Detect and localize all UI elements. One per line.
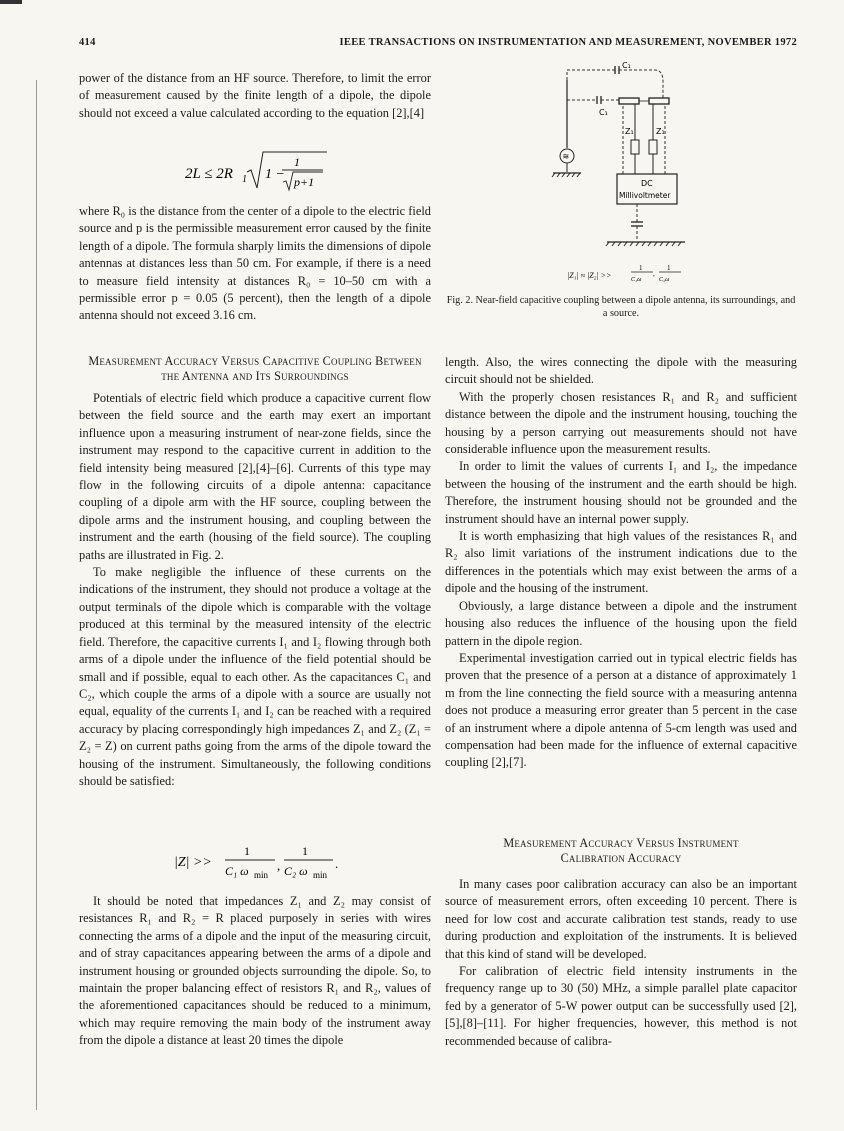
svg-text:2L ≤ 2R: 2L ≤ 2R (185, 166, 233, 182)
equation-impedance (79, 840, 431, 884)
svg-text:1: 1 (294, 155, 300, 169)
paragraph: Potentials of electric field which produce a capacitive current flow between the field source and the earth may exert an important influence upon a measuring instrument of near-zone fields, since the instrument may respond to the capacitive current in addition to the field intensity being measured [2],[4]–[6]. Currents of this type may flow in the following circuits of a dipole antenna: capacitance coupling of a dipole arm with the HF source, coupling between the dipole arms and the instrument housing, and coupling between the instrument and the earth (housing of the field source). The coupling paths are illustrated in Fig. 2. (79, 391, 431, 562)
running-header (79, 37, 797, 53)
svg-text:.: . (335, 856, 339, 871)
paragraph: Obviously, a large distance between a dipole and the instrument housing also reduces the influence of the housing upon the field pattern in the dipole region. (445, 598, 797, 648)
label-z1: Z₁ (625, 127, 634, 136)
meter-label: Millivoltmeter (619, 191, 671, 200)
page-number: 414 (79, 37, 96, 48)
equation-graphic (79, 840, 431, 884)
svg-text:1: 1 (244, 844, 250, 858)
svg-text:,: , (653, 270, 655, 278)
label-c2: C₁ (599, 108, 608, 117)
svg-text:1: 1 (639, 264, 643, 272)
svg-text:p+1: p+1 (294, 175, 315, 189)
figure-caption: Fig. 2. Near-field capacitive coupling between a dipole antenna, its surroundings, and a source. (446, 295, 796, 319)
equation-dipole-length (79, 148, 431, 196)
paragraph: In many cases poor calibration accuracy can also be an important source of measurement errors, often exceeding 10 percent. There is need for low cost and accurate calibration test stands, ready to use during production and exploitation of the instruments. It is believed that this kind of stand will be developed. (445, 877, 797, 961)
paragraph: To make negligible the influence of these currents on the indications of the instrument, they should not produce a voltage at the output terminals of the dipole which is comparable with the voltage produced at this terminal by the measured intensity of the electric field. Therefore, the capacitive currents I₁ and I₂ flowing through both arms of a dipole under the influence of the field potential should be small and if possible, equal to each other. As the capacitances C₁ and C₂, which couple the arms of a dipole with a source are usually not equal, equality of the currents I₁ and I₂ can be reached with a required accuracy by placing correspondingly high impedances Z₁ and Z₂ (Z₁ = Z₂ = Z) on current paths going from the arms of the dipole toward the housing of the instrument. Simultaneously, the following conditions should be satisfied: (79, 565, 431, 788)
scan-corner-mark (0, 0, 22, 4)
svg-text:1: 1 (667, 264, 671, 272)
paragraph: length. Also, the wires connecting the dipole with the measuring circuit should not be shielded. (445, 355, 797, 387)
meter-label-dc: DC (641, 179, 653, 188)
svg-text:,: , (277, 858, 281, 873)
paragraph: It should be noted that impedances Z₁ and Z₂ may consist of resistances R₁ and R₂ = R placed purposely in series with wires connecting the arms of a dipole and the input of the measuring circuit, and of stray capacitances appearing between the arms of a dipole and instrument housing or grounded objects surrounding the dipole. So, to maintain the proper balancing effect of resistors R₁ and R₂, values of the aforementioned capacitances should be reduced to a minimum, which may require removing the main body of the instrument away from the dipole a distance at least 20 times the dipole (79, 894, 431, 1048)
equation-graphic (79, 148, 431, 196)
left-column-top (79, 70, 431, 122)
paragraph: It is worth emphasizing that high values of the resistances R₁ and R₂ also limit variations of the instrument indications due to the differences in the potentials which may exist between the arms of a dipole and the housing of the instrument. (445, 529, 797, 596)
svg-text:|Z| >>: |Z| >> (174, 855, 212, 870)
left-column-section (79, 354, 431, 790)
svg-text:C₁ ω: C₁ ω (225, 864, 249, 878)
svg-text:1: 1 (302, 844, 308, 858)
svg-text:C₂ω: C₂ω (659, 277, 670, 283)
circuit-diagram (545, 62, 720, 288)
paragraph: For calibration of electric field intensity instruments in the frequency range up to 30 (50) MHz, a simple parallel plate capacitor fed by a generator of 5-W power output can be successfully used [2],[5],[8]–[11]. For higher frequencies, however, this method is not recommended because of calibra- (445, 964, 797, 1048)
svg-text:1 −: 1 − (265, 167, 285, 182)
left-column-mid (79, 203, 431, 325)
figure-2-diagram (545, 62, 720, 288)
paragraph: where R₀ is the distance from the center of a dipole to the electric field source and p is the permissible measurement error caused by the finite length of a dipole. The formula sharply limits the dimensions of dipole antennas at distances less than 50 cm. For example, if there is a need to measure field intensity at distances R₀ = 10–50 cm with a permissible error p = 0.05 (5 percent), then the length of a dipole antenna should not exceed 3.16 cm. (79, 204, 431, 323)
svg-text:min: min (254, 870, 269, 880)
paragraph: With the properly chosen resistances R₁ and R₂ and sufficient distance between the dipole and the instrument housing, touching the housing by a person carrying out measurements should not have considerable influence upon the measurement results. (445, 389, 797, 457)
svg-text:C₂ ω: C₂ ω (284, 864, 308, 878)
journal-title: IEEE TRANSACTIONS ON INSTRUMENTATION AND MEASUREMENT, NOVEMBER 1972 (339, 37, 797, 48)
label-c1: C₁ (622, 62, 631, 70)
section-heading: Measurement Accuracy Versus Instrument Calibration Accuracy (503, 836, 739, 865)
paragraph: power of the distance from an HF source. Therefore, to limit the error of measurement caused by the finite length of a dipole, the dipole should not exceed a value calculated according to the equation [2],[4] (79, 71, 431, 120)
paragraph: Experimental investigation carried out in typical electric fields has proven that the presence of a person at a distance of approximately 1 m from the line connecting the field source with a measuring antenna does not produce a measuring error greater than 5 percent in the case of an instrument where a dipole antenna of 5-cm length was used and compensation had been made for the influence of external capacitive coupling [2],[7]. (445, 650, 797, 770)
paragraph: In order to limit the values of currents I₁ and I₂, the impedance between the housing of the instrument and the earth should be high. Therefore, the instrument housing should not be grounded and the instrument should have an internal power supply. (445, 459, 797, 526)
scan-margin-line (36, 80, 37, 1110)
label-z2: Z₁ (656, 127, 665, 136)
right-column-top (445, 354, 797, 772)
right-column-section (445, 836, 797, 1050)
svg-text:C₁ω: C₁ω (631, 277, 642, 283)
section-heading: Measurement Accuracy Versus Capacitive Coupling Between the Antenna and Its Surroundings (88, 354, 422, 383)
svg-text:≋: ≋ (562, 152, 570, 161)
left-column-bottom (79, 893, 431, 1050)
svg-text:|Z₁| ≈ |Z₂| >>: |Z₁| ≈ |Z₂| >> (567, 271, 612, 280)
svg-text:min: min (313, 870, 328, 880)
svg-text:1: 1 (242, 174, 247, 185)
